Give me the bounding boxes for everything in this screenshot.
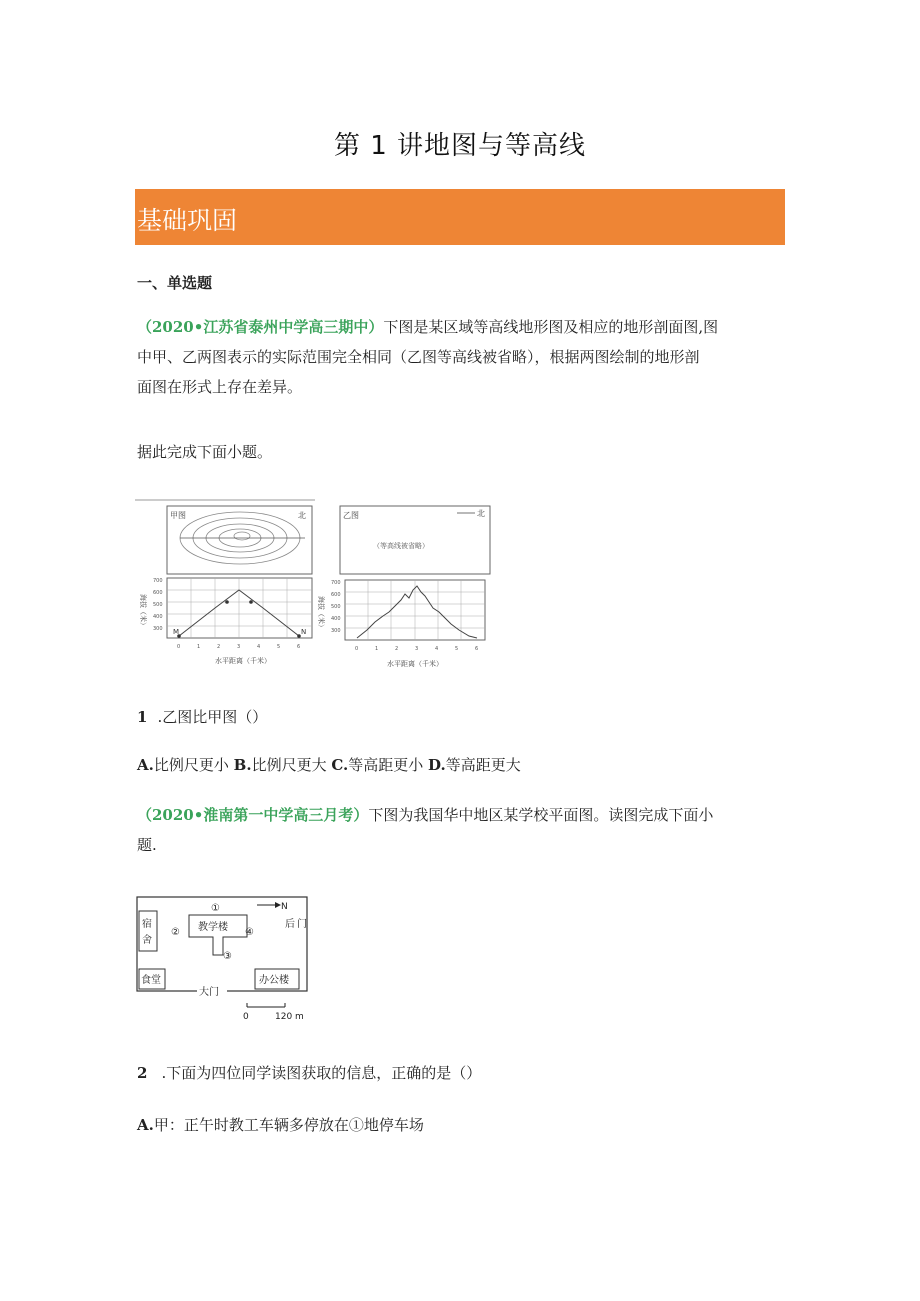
option-b-letter: B. xyxy=(233,756,252,774)
group1-line1: 下图是某区域等高线地形图及相应的地形剖面图,图 xyxy=(383,318,719,336)
group2-intro xyxy=(137,800,787,860)
section-heading: 一、单选题 xyxy=(137,274,213,292)
teaching-building-label: 教学楼 xyxy=(198,922,228,933)
dorm-label-2: 舍 xyxy=(142,935,152,946)
option-d-text: 等高距更大 xyxy=(445,756,521,774)
a-xtick-5: 5 xyxy=(277,644,281,650)
question-1-number: 1 xyxy=(137,708,148,726)
option-d-letter: D. xyxy=(428,756,446,774)
section-banner xyxy=(135,189,785,245)
panel-a-map xyxy=(167,506,312,574)
back-gate-label-1: 后 xyxy=(285,919,295,930)
question-1 xyxy=(137,706,267,727)
group2-source: （2020•淮南第一中学高三月考） xyxy=(137,806,369,824)
scale-zero: 0 xyxy=(243,1012,249,1022)
panel-a-north: 北 xyxy=(298,511,306,520)
a-xtick-4: 4 xyxy=(257,644,261,650)
panel-a-profile xyxy=(139,578,312,665)
group1-line3: 面图在形式上存在差异。 xyxy=(137,378,303,396)
b-xtick-2: 2 xyxy=(395,646,399,652)
a-ytick-3: 400 xyxy=(153,614,163,620)
marker-3: ③ xyxy=(223,951,232,962)
marker-1: ① xyxy=(211,903,220,914)
dorm-label-1: 宿 xyxy=(142,919,152,930)
b-ytick-4: 300 xyxy=(331,628,341,634)
a-xtick-2: 2 xyxy=(217,644,221,650)
a-xtick-0: 0 xyxy=(177,644,181,650)
marker-4: ④ xyxy=(245,927,254,938)
panel-b-label: 乙图 xyxy=(343,511,359,520)
panel-b-ylabel: 海拔（米） xyxy=(317,596,325,631)
a-ytick-1: 600 xyxy=(153,590,163,596)
canteen-label: 食堂 xyxy=(141,975,161,986)
option-c-letter: C. xyxy=(331,756,349,774)
b-ytick-0: 700 xyxy=(331,580,341,586)
panel-b-map xyxy=(340,506,490,574)
contour-figure xyxy=(135,498,495,678)
question-2-text: .下面为四位同学读图获取的信息，正确的是（） xyxy=(161,1064,482,1082)
question-2-number: 2 xyxy=(137,1064,148,1082)
group1-source: （2020•江苏省泰州中学高三期中） xyxy=(137,318,384,336)
point-n: N xyxy=(301,628,307,636)
b-xtick-5: 5 xyxy=(455,646,459,652)
b-xtick-3: 3 xyxy=(415,646,419,652)
group1-intro xyxy=(137,312,787,402)
b-xtick-6: 6 xyxy=(475,646,479,652)
north-arrow: N xyxy=(281,902,288,912)
panel-b-profile xyxy=(317,580,485,668)
marker-2: ② xyxy=(171,927,180,938)
group2-line2: 题. xyxy=(137,836,157,854)
question-1-text: .乙图比甲图（） xyxy=(157,708,268,726)
group1-line2: 中甲、乙两图表示的实际范围完全相同（乙图等高线被省略），根据两图绘制的地形剖 xyxy=(137,348,700,366)
office-building-label: 办公楼 xyxy=(259,975,289,986)
scale-value: 120 m xyxy=(275,1012,304,1022)
page-title: 第 1 讲地图与等高线 xyxy=(333,131,587,161)
b-xtick-1: 1 xyxy=(375,646,379,652)
panel-a-xlabel: 水平距离（千米） xyxy=(215,657,271,665)
b-ytick-2: 500 xyxy=(331,604,341,610)
a-ytick-2: 500 xyxy=(153,602,163,608)
b-ytick-3: 400 xyxy=(331,616,341,622)
panel-b-xlabel: 水平距离（千米） xyxy=(387,660,443,668)
b-xtick-4: 4 xyxy=(435,646,439,652)
a-ytick-4: 300 xyxy=(153,626,163,632)
group2-line1: 下图为我国华中地区某学校平面图。读图完成下面小 xyxy=(368,806,714,824)
question-2-option-a xyxy=(137,1114,424,1135)
option-b-text: 比例尺更大 xyxy=(251,756,332,774)
question-1-options xyxy=(137,754,521,775)
school-plan-figure xyxy=(135,893,315,1025)
point-m: M xyxy=(173,628,180,636)
question-2 xyxy=(137,1062,481,1083)
q2-option-a-text: 甲：正午时教工车辆多停放在①地停车场 xyxy=(153,1116,424,1134)
back-gate-label-2: 门 xyxy=(297,919,307,930)
option-a-text: 比例尺更小 xyxy=(153,756,234,774)
option-c-text: 等高距更小 xyxy=(348,756,429,774)
a-xtick-3: 3 xyxy=(237,644,241,650)
option-a-letter: A. xyxy=(137,756,154,774)
a-ytick-0: 700 xyxy=(153,578,163,584)
panel-a-ylabel: 海拔（米） xyxy=(139,594,147,629)
panel-a-label: 甲图 xyxy=(170,511,186,520)
main-gate-label: 大门 xyxy=(199,987,219,998)
panel-b-north: 北 xyxy=(477,509,485,518)
a-xtick-1: 1 xyxy=(197,644,201,650)
banner-label: 基础巩固 xyxy=(137,206,238,235)
b-ytick-1: 600 xyxy=(331,592,341,598)
b-xtick-0: 0 xyxy=(355,646,359,652)
a-xtick-6: 6 xyxy=(297,644,301,650)
omitted-note: （等高线被省略） xyxy=(373,542,429,550)
group1-instruction: 据此完成下面小题。 xyxy=(137,443,273,461)
q2-option-a-letter: A. xyxy=(137,1116,154,1134)
